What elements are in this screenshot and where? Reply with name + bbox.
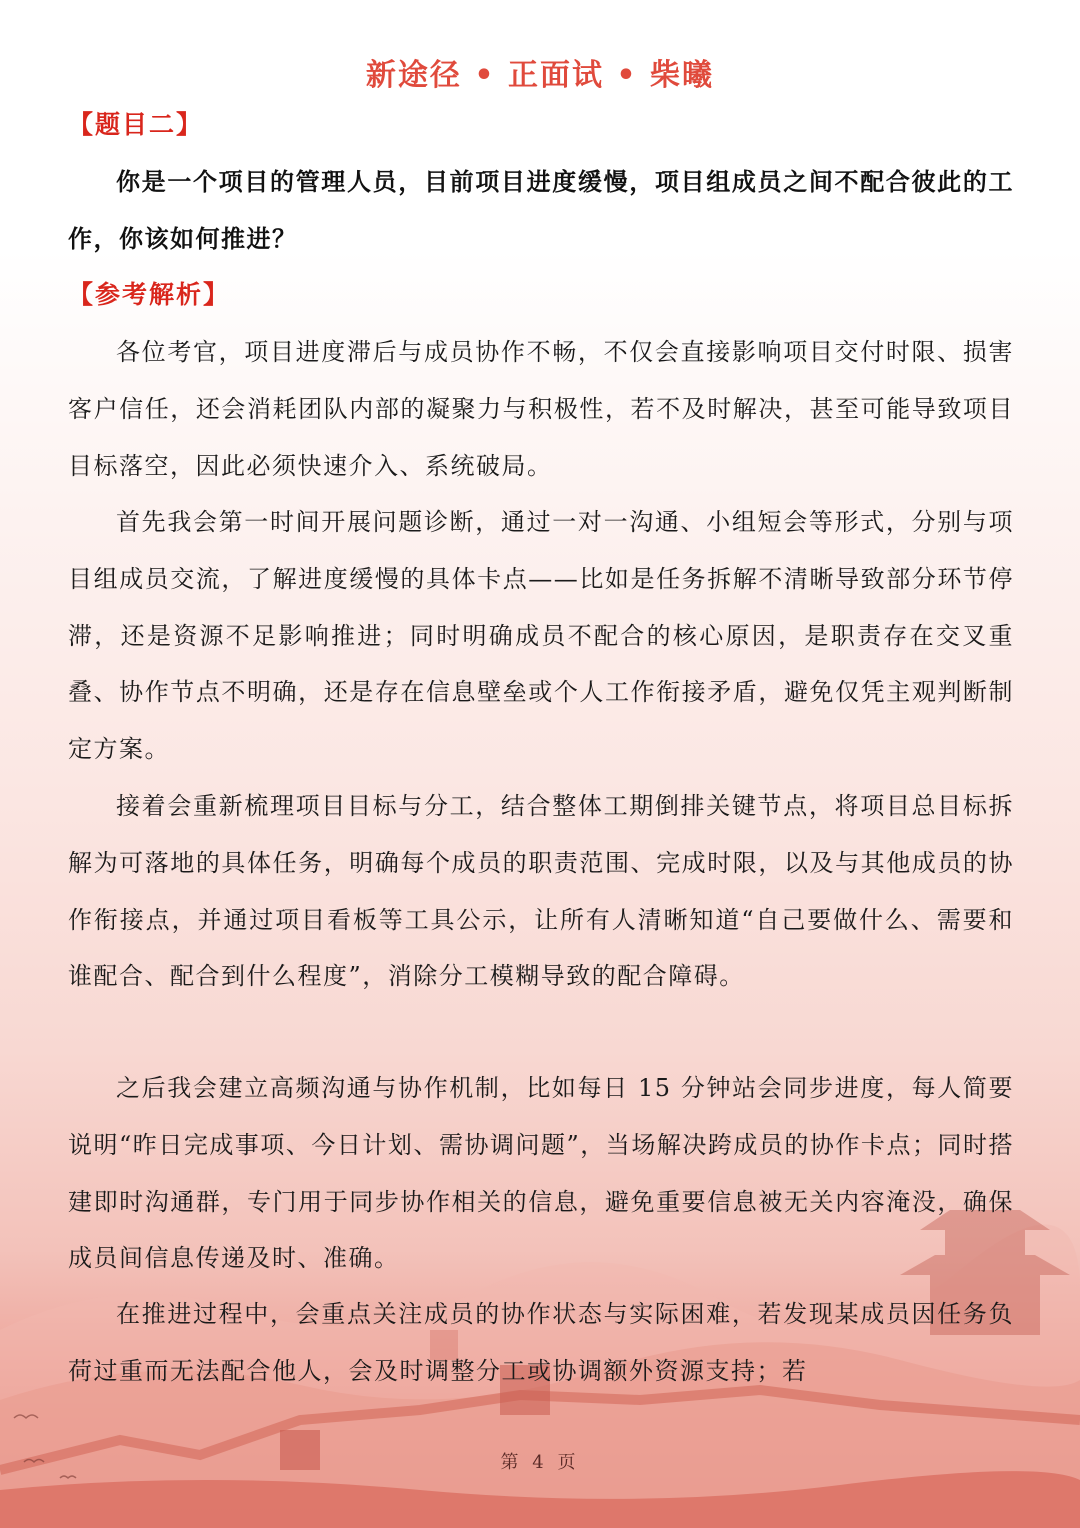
- analysis-paragraph-1: 各位考官，项目进度滞后与成员协作不畅，不仅会直接影响项目交付时限、损害客户信任，还会消耗团队内部的凝聚力与积极性，若不及时解决，甚至可能导致项目目标落空，因此必须快速介入、系统破局。: [68, 338, 1014, 480]
- page-number: 第 4 页: [500, 1452, 580, 1473]
- page-title: 新途径 • 正面试 • 柴曦: [365, 58, 715, 93]
- analysis-paragraph-3: 接着会重新梳理项目目标与分工，结合整体工期倒排关键节点，将项目总目标拆解为可落地的具体任务，明确每个成员的职责范围、完成时限，以及与其他成员的协作衔接点，并通过项目看板等工具公示，让所有人清晰知道“自己要做什么、需要和谁配合、配合到什么程度”，消除分工模糊导致的配合障碍。: [68, 792, 1014, 991]
- analysis-paragraph-5: 在推进过程中，会重点关注成员的协作状态与实际困难，若发现某成员因任务负荷过重而无法配合他人，会及时调整分工或协调额外资源支持；若: [68, 1300, 1014, 1385]
- analysis-heading: 【参考解析】: [68, 280, 231, 309]
- question-text: 你是一个项目的管理人员，目前项目进度缓慢，项目组成员之间不配合彼此的工作，你该如何推进？: [68, 167, 1014, 253]
- analysis-paragraph-2: 首先我会第一时间开展问题诊断，通过一对一沟通、小组短会等形式，分别与项目组成员交流，了解进度缓慢的具体卡点——比如是任务拆解不清晰导致部分环节停滞，还是资源不足影响推进；同时明确成员不配合的核心原因，是职责存在交叉重叠、协作节点不明确，还是存在信息壁垒或个人工作衔接矛盾，避免仅凭主观判断制定方案。: [68, 508, 1014, 764]
- question-heading: 【题目二】: [68, 110, 204, 139]
- analysis-paragraph-4: 之后我会建立高频沟通与协作机制，比如每日 15 分钟站会同步进度，每人简要说明“昨日完成事项、今日计划、需协调问题”，当场解决跨成员的协作卡点；同时搭建即时沟通群，专门用于同步协作相关的信息，避免重要信息被无关内容淹没，确保成员间信息传递及时、准确。: [68, 1074, 1014, 1273]
